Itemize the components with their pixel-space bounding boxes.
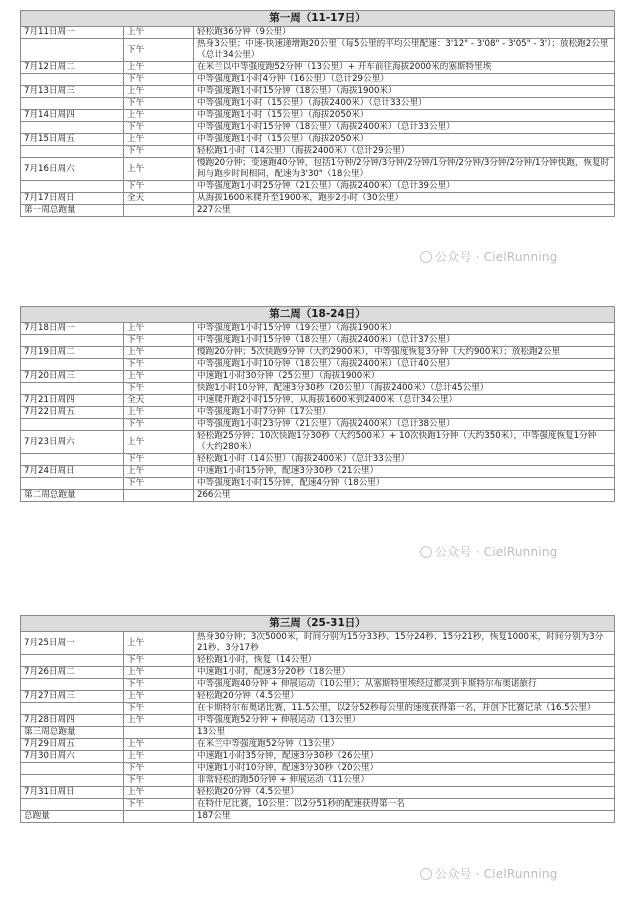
watermark-text: 公众号 · CielRunning bbox=[435, 545, 558, 559]
description-cell: 中速跑1小时10分钟，配速3分30秒（20公里） bbox=[194, 763, 615, 775]
time-cell: 下午 bbox=[124, 799, 194, 811]
description-cell: 中速跑1小时，配速3分20秒（18公里） bbox=[194, 667, 615, 679]
description-cell: 中速跑1小时15分钟，配速3分30秒（21公里） bbox=[194, 466, 615, 478]
time-cell: 全天 bbox=[124, 193, 194, 205]
watermark bbox=[420, 248, 557, 265]
time-cell: 上午 bbox=[124, 739, 194, 751]
description-cell: 从海拔1600米爬升至1900米，跑步2小时（30公里） bbox=[194, 193, 615, 205]
description-cell: 中等强度跑1小时15分钟（18公里）（海拔2400米）（总计33公里） bbox=[194, 122, 615, 134]
date-cell bbox=[21, 335, 124, 347]
watermark-text: 公众号 · CielRunning bbox=[435, 867, 558, 881]
table-row bbox=[21, 703, 615, 715]
watermark bbox=[420, 865, 557, 882]
table-row bbox=[21, 667, 615, 679]
week-header-row bbox=[21, 11, 615, 27]
week3-title: 第三周（25-31日） bbox=[21, 616, 615, 632]
date-cell bbox=[21, 763, 124, 775]
time-cell: 下午 bbox=[124, 454, 194, 466]
description-cell: 热身30分钟；3次5000米，时间分别为15分33秒、15分24秒、15分21秒，恢复1000米，时间分别为3分21秒、3分17秒 bbox=[194, 632, 615, 655]
table-row bbox=[21, 110, 615, 122]
description-cell: 中等强度跑1小时23分钟（21公里）（海拔2400米）（总计38公里） bbox=[194, 419, 615, 431]
date-cell: 7月28日周四 bbox=[21, 715, 124, 727]
watermark-text: 公众号 · CielRunning bbox=[435, 250, 558, 264]
date-cell: 第二周总跑量 bbox=[21, 490, 124, 502]
description-cell: 慢跑20分钟；变速跑40分钟，包括1分钟/2分钟/3分钟/2分钟/1分钟/2分钟/3分钟/2分钟/1分钟快跑，恢复时间与跑步时间相同，配速为3'30"（18公里） bbox=[194, 158, 615, 181]
date-cell bbox=[21, 122, 124, 134]
time-cell: 全天 bbox=[124, 395, 194, 407]
date-cell: 7月18日周一 bbox=[21, 323, 124, 335]
date-cell: 7月31日周日 bbox=[21, 787, 124, 799]
time-cell: 上午 bbox=[124, 86, 194, 98]
table-row bbox=[21, 98, 615, 110]
table-row bbox=[21, 62, 615, 74]
table-row bbox=[21, 466, 615, 478]
time-cell: 下午 bbox=[124, 98, 194, 110]
description-cell: 中等强度跑1小时（15公里）（海拔2050米） bbox=[194, 134, 615, 146]
date-cell: 7月14日周四 bbox=[21, 110, 124, 122]
description-cell: 轻松跑20分钟（4.5公里） bbox=[194, 691, 615, 703]
time-cell: 上午 bbox=[124, 751, 194, 763]
table-row bbox=[21, 193, 615, 205]
table-row bbox=[21, 359, 615, 371]
date-cell: 第三周总跑量 bbox=[21, 727, 124, 739]
date-cell: 7月16日周六 bbox=[21, 158, 124, 181]
table-row bbox=[21, 727, 615, 739]
table-row bbox=[21, 39, 615, 62]
time-cell: 下午 bbox=[124, 181, 194, 193]
table-row bbox=[21, 323, 615, 335]
date-cell: 7月30日周六 bbox=[21, 751, 124, 763]
description-cell: 非常轻松的跑50分钟 + 伸展运动（11公里） bbox=[194, 775, 615, 787]
week1-table bbox=[20, 10, 615, 217]
date-cell bbox=[21, 454, 124, 466]
watermark bbox=[420, 543, 557, 560]
description-cell: 轻松跑20分钟（4.5公里） bbox=[194, 787, 615, 799]
description-cell: 轻松跑25分钟；10次快跑1分30秒（大约500米）+ 10次快跑1分钟（大约350米），中等强度恢复1分钟（大约280米） bbox=[194, 431, 615, 454]
week1-body bbox=[21, 11, 615, 217]
table-row bbox=[21, 407, 615, 419]
date-cell: 7月24日周日 bbox=[21, 466, 124, 478]
time-cell bbox=[124, 205, 194, 217]
table-row bbox=[21, 454, 615, 466]
description-cell: 中等强度跑1小时15分钟（18公里）（海拔2400米）（总计37公里） bbox=[194, 335, 615, 347]
time-cell: 上午 bbox=[124, 691, 194, 703]
date-cell bbox=[21, 799, 124, 811]
table-row bbox=[21, 715, 615, 727]
date-cell: 7月15日周五 bbox=[21, 134, 124, 146]
description-cell: 中等强度跑1小时（15公里）（海拔2400米）（总计33公里） bbox=[194, 98, 615, 110]
time-cell: 上午 bbox=[124, 347, 194, 359]
table-row bbox=[21, 347, 615, 359]
description-cell: 轻松跑36分钟（9公里） bbox=[194, 27, 615, 39]
date-cell bbox=[21, 383, 124, 395]
description-cell: 中速爬升跑2小时15分钟，从海拔1600米到2400米（总计34公里） bbox=[194, 395, 615, 407]
date-cell: 7月23日周六 bbox=[21, 431, 124, 454]
time-cell: 上午 bbox=[124, 371, 194, 383]
date-cell bbox=[21, 775, 124, 787]
wechat-logo-icon bbox=[420, 868, 432, 880]
description-cell: 在米兰以中等强度跑52分钟（13公里）+ 开车前往海拔2000米的塞斯特里埃 bbox=[194, 62, 615, 74]
table-row bbox=[21, 431, 615, 454]
description-cell: 热身3公里；中速-快速递增跑20公里（每5公里的平均公里配速：3'12" - 3'08" - 3'05" - 3'）；放松跑2公里（总计34公里） bbox=[194, 39, 615, 62]
time-cell: 上午 bbox=[124, 466, 194, 478]
table-row bbox=[21, 763, 615, 775]
time-cell: 上午 bbox=[124, 407, 194, 419]
table-row bbox=[21, 371, 615, 383]
date-cell bbox=[21, 74, 124, 86]
table-row bbox=[21, 490, 615, 502]
date-cell: 7月26日周二 bbox=[21, 667, 124, 679]
table-row bbox=[21, 205, 615, 217]
date-cell bbox=[21, 655, 124, 667]
time-cell: 上午 bbox=[124, 27, 194, 39]
time-cell bbox=[124, 727, 194, 739]
time-cell: 上午 bbox=[124, 158, 194, 181]
description-cell: 中等强度跑1小时15分钟（19公里）（海拔1900米） bbox=[194, 323, 615, 335]
table-row bbox=[21, 419, 615, 431]
time-cell: 下午 bbox=[124, 655, 194, 667]
time-cell: 上午 bbox=[124, 110, 194, 122]
time-cell: 上午 bbox=[124, 431, 194, 454]
time-cell: 下午 bbox=[124, 419, 194, 431]
time-cell: 上午 bbox=[124, 323, 194, 335]
description-cell: 中等强度跑1小时15分钟（18公里）（海拔1900米） bbox=[194, 86, 615, 98]
time-cell: 下午 bbox=[124, 39, 194, 62]
time-cell: 下午 bbox=[124, 122, 194, 134]
date-cell bbox=[21, 419, 124, 431]
description-cell: 轻松跑1小时（14公里）（海拔2400米）（总计29公里） bbox=[194, 146, 615, 158]
table-row bbox=[21, 691, 615, 703]
date-cell: 7月19日周二 bbox=[21, 347, 124, 359]
table-row bbox=[21, 134, 615, 146]
week3-body bbox=[21, 616, 615, 823]
description-cell: 中速跑1小时30分钟（25公里）（海拔1900米） bbox=[194, 371, 615, 383]
date-cell: 7月12日周二 bbox=[21, 62, 124, 74]
description-cell: 227公里 bbox=[194, 205, 615, 217]
date-cell: 总跑量 bbox=[21, 811, 124, 823]
table-row bbox=[21, 655, 615, 667]
date-cell: 7月17日周日 bbox=[21, 193, 124, 205]
date-cell bbox=[21, 181, 124, 193]
table-row bbox=[21, 751, 615, 763]
date-cell: 7月20日周三 bbox=[21, 371, 124, 383]
time-cell: 下午 bbox=[124, 335, 194, 347]
description-cell: 慢跑20分钟；5次快跑9分钟（大约2900米），中等强度恢复3分钟（大约900米）；放松跑2公里 bbox=[194, 347, 615, 359]
table-row bbox=[21, 739, 615, 751]
description-cell: 中等强度跑1小时25分钟（21公里）（海拔2400米）（总计39公里） bbox=[194, 181, 615, 193]
wechat-logo-icon bbox=[420, 251, 432, 263]
description-cell: 中速跑1小时35分钟，配速3分30秒（26公里） bbox=[194, 751, 615, 763]
time-cell: 下午 bbox=[124, 478, 194, 490]
table-row bbox=[21, 383, 615, 395]
description-cell: 轻松跑1小时（14公里）（海拔2400米）（总计33公里） bbox=[194, 454, 615, 466]
date-cell bbox=[21, 478, 124, 490]
table-row bbox=[21, 775, 615, 787]
time-cell: 上午 bbox=[124, 667, 194, 679]
description-cell: 在特什尼比赛，10公里：以2分51秒的配速获得第一名 bbox=[194, 799, 615, 811]
description-cell: 中等强度跑1小时10分钟（18公里）（海拔2400米）（总计40公里） bbox=[194, 359, 615, 371]
table-row bbox=[21, 811, 615, 823]
description-cell: 187公里 bbox=[194, 811, 615, 823]
date-cell bbox=[21, 703, 124, 715]
time-cell bbox=[124, 490, 194, 502]
description-cell: 轻松跑1小时，恢复（14公里） bbox=[194, 655, 615, 667]
date-cell: 7月25日周一 bbox=[21, 632, 124, 655]
time-cell: 下午 bbox=[124, 703, 194, 715]
table-row bbox=[21, 158, 615, 181]
date-cell: 7月13日周三 bbox=[21, 86, 124, 98]
wechat-logo-icon bbox=[420, 546, 432, 558]
table-row bbox=[21, 86, 615, 98]
week2-body bbox=[21, 307, 615, 502]
table-row bbox=[21, 335, 615, 347]
date-cell bbox=[21, 39, 124, 62]
week-header-row bbox=[21, 307, 615, 323]
table-row bbox=[21, 787, 615, 799]
week-header-row bbox=[21, 616, 615, 632]
date-cell bbox=[21, 359, 124, 371]
time-cell: 下午 bbox=[124, 359, 194, 371]
description-cell: 中等强度跑1小时4分钟（16公里）（总计29公里） bbox=[194, 74, 615, 86]
table-row bbox=[21, 74, 615, 86]
table-row bbox=[21, 799, 615, 811]
date-cell: 第一周总跑量 bbox=[21, 205, 124, 217]
week2-title: 第二周（18-24日） bbox=[21, 307, 615, 323]
table-row bbox=[21, 395, 615, 407]
date-cell: 7月11日周一 bbox=[21, 27, 124, 39]
time-cell: 下午 bbox=[124, 763, 194, 775]
table-row bbox=[21, 27, 615, 39]
date-cell: 7月27日周三 bbox=[21, 691, 124, 703]
table-row bbox=[21, 146, 615, 158]
week2-table bbox=[20, 306, 615, 502]
week1-title: 第一周（11-17日） bbox=[21, 11, 615, 27]
time-cell: 上午 bbox=[124, 632, 194, 655]
description-cell: 266公里 bbox=[194, 490, 615, 502]
time-cell: 下午 bbox=[124, 679, 194, 691]
description-cell: 在卡斯特尔布奥诺比赛，11.5公里，以2分52秒每公里的速度获得第一名，并创下比赛记录（16.5公里） bbox=[194, 703, 615, 715]
description-cell: 中等强度跑1小时15分钟，配速4分钟（18公里） bbox=[194, 478, 615, 490]
table-row bbox=[21, 122, 615, 134]
time-cell bbox=[124, 811, 194, 823]
description-cell: 快跑1小时10分钟，配速3分30秒（20公里）（海拔2400米）（总计45公里） bbox=[194, 383, 615, 395]
table-row bbox=[21, 679, 615, 691]
time-cell: 上午 bbox=[124, 134, 194, 146]
description-cell: 中等强度跑1小时（15公里）（海拔2050米） bbox=[194, 110, 615, 122]
date-cell: 7月22日周五 bbox=[21, 407, 124, 419]
date-cell bbox=[21, 146, 124, 158]
description-cell: 在米兰中等强度跑52分钟（13公里） bbox=[194, 739, 615, 751]
date-cell: 7月21日周四 bbox=[21, 395, 124, 407]
time-cell: 下午 bbox=[124, 383, 194, 395]
time-cell: 下午 bbox=[124, 775, 194, 787]
week3-table bbox=[20, 615, 615, 823]
table-row bbox=[21, 181, 615, 193]
date-cell: 7月29日周五 bbox=[21, 739, 124, 751]
time-cell: 上午 bbox=[124, 787, 194, 799]
description-cell: 中等强度跑40分钟 + 伸展运动（10公里）；从塞斯特里埃经过都灵到卡斯特尔布奥诺旅行 bbox=[194, 679, 615, 691]
time-cell: 上午 bbox=[124, 715, 194, 727]
time-cell: 上午 bbox=[124, 62, 194, 74]
table-row bbox=[21, 632, 615, 655]
time-cell: 下午 bbox=[124, 146, 194, 158]
date-cell bbox=[21, 679, 124, 691]
description-cell: 13公里 bbox=[194, 727, 615, 739]
time-cell: 下午 bbox=[124, 74, 194, 86]
date-cell bbox=[21, 98, 124, 110]
description-cell: 中等强度跑52分钟 + 伸展运动（13公里） bbox=[194, 715, 615, 727]
description-cell: 中等强度跑1小时7分钟（17公里） bbox=[194, 407, 615, 419]
table-row bbox=[21, 478, 615, 490]
